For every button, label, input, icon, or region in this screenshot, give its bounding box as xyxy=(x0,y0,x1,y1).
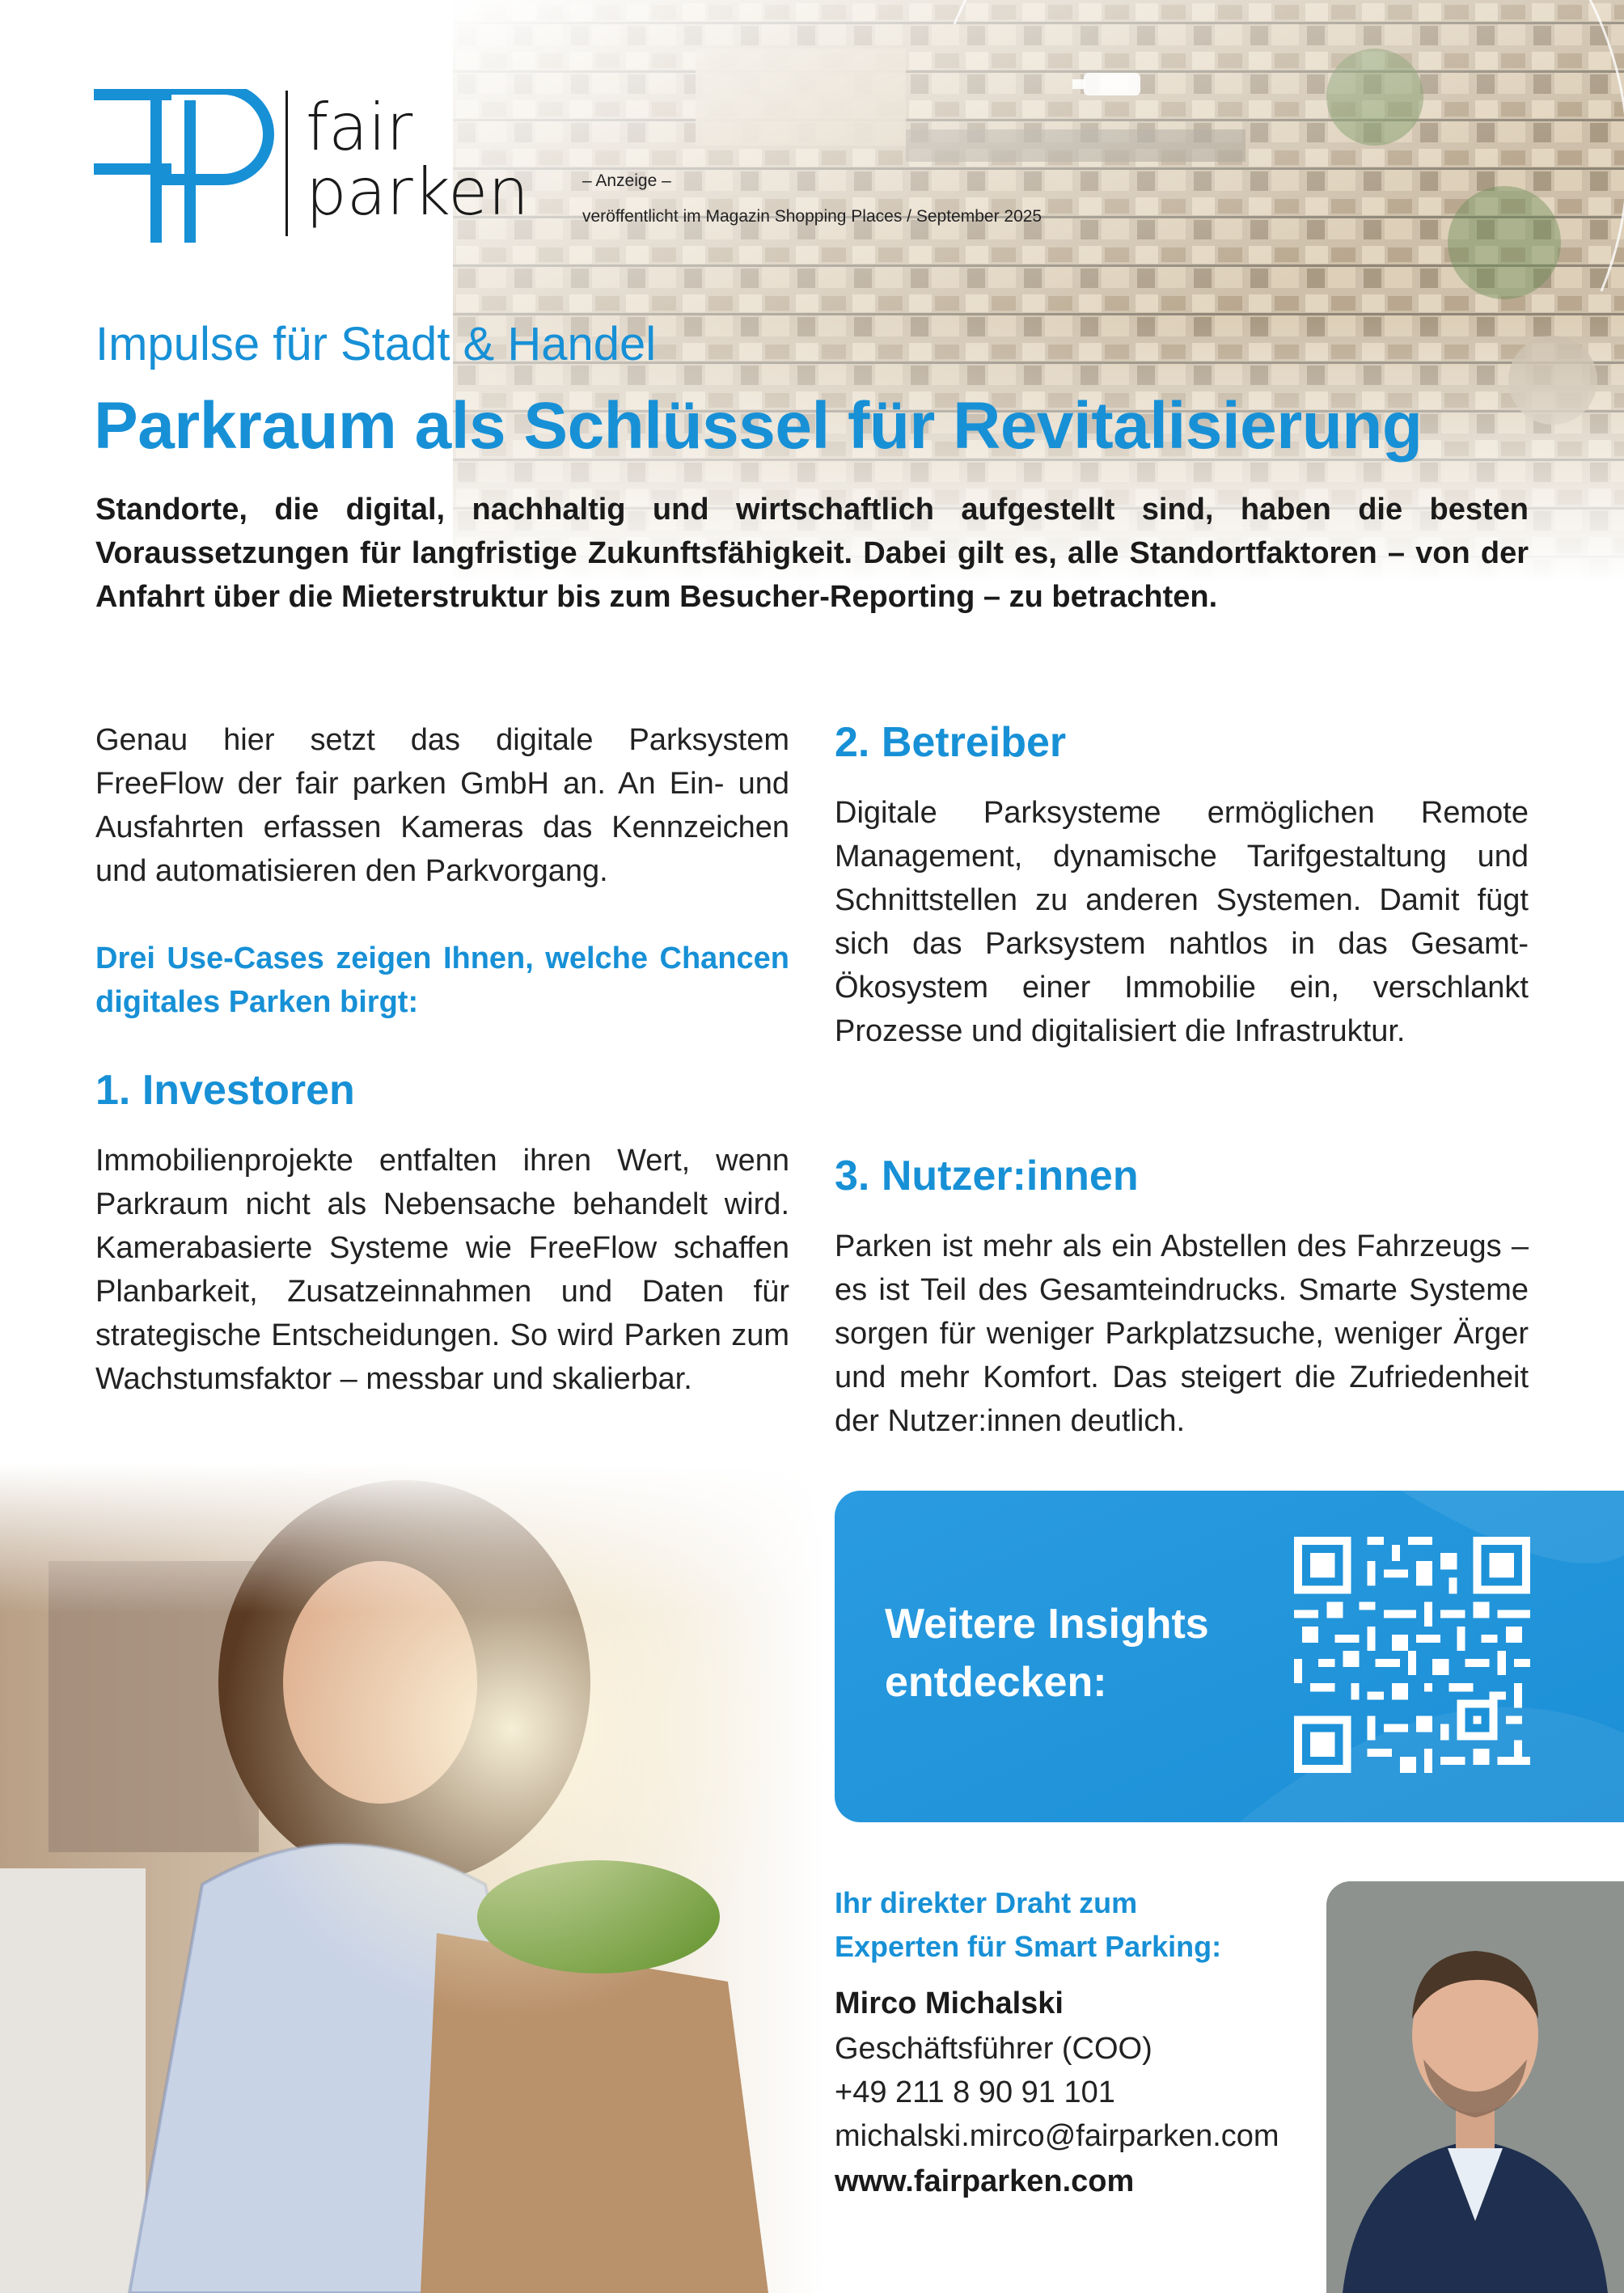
contact-role: Geschäftsführer (COO) xyxy=(835,2032,1152,2066)
section-body-investoren: Immobilienprojekte entfalten ihren Wert, wenn Parkraum nicht als Nebensache behandelt wird. Kamerabasierte Systeme wie FreeFlow schaffen Planbarkeit, Zusatzeinnahmen und Daten für strategische Entscheidungen. So wird Parken zum Wachstumsfaktor – messbar und skalierbar. xyxy=(95,1144,789,1396)
cta-text xyxy=(885,1595,1209,1711)
logo-word-parken: parken xyxy=(306,154,530,230)
publication-note: veröffentlicht im Magazin Shopping Places / September 2025 xyxy=(582,207,1042,226)
contact-website-link[interactable]: www.fairparken.com xyxy=(835,2164,1135,2198)
contact-kicker xyxy=(835,1881,1221,1969)
contact-kicker-line-2: Experten für Smart Parking: xyxy=(835,1930,1222,1963)
headline: Parkraum als Schlüssel für Revitalisierung xyxy=(94,389,1423,463)
intro-paragraph: Genau hier setzt das digitale Parksystem FreeFlow der fair parken GmbH an. An Ein- und Ausfahrten erfassen Kameras das Kennzeichen und automatisieren den Parkvorgang. xyxy=(95,723,789,888)
contact-kicker-line-1: Ihr direkter Draht zum xyxy=(835,1886,1138,1919)
use-case-intro: Drei Use-Cases zeigen Ihnen, welche Chancen digitales Parken birgt: xyxy=(95,941,789,1019)
section-body-nutzerinnen: Parken ist mehr als ein Abstellen des Fahrzeugs – es ist Teil des Gesamteindrucks. Smarte Systeme sorgen für weniger Parkplatzsuche, weniger Ärger und mehr Komfort. Das steigert die Zufriedenheit der Nutzer:innen deutlich. xyxy=(835,1229,1529,1438)
woman-with-grocery-bag-photo xyxy=(0,1464,825,2293)
qr-code-icon[interactable] xyxy=(1294,1537,1530,1773)
cta-line-1: Weitere Insights xyxy=(885,1601,1209,1648)
section-title-betreiber: 2. Betreiber xyxy=(835,719,1067,766)
section-title-investoren: 1. Investoren xyxy=(95,1067,355,1114)
lead-paragraph: Standorte, die digital, nachhaltig und wirtschaftlich aufgestellt sind, haben die besten Voraussetzungen für langfristige Zukunftsfähigkeit. Dabei gilt es, alle Standortfaktoren – von der Anfahrt über die Mieterstruktur bis zum Besucher-Reporting – zu betrachten. xyxy=(95,493,1529,614)
cta-line-2: entdecken: xyxy=(885,1659,1107,1706)
contact-email[interactable]: michalski.mirco@fairparken.com xyxy=(835,2119,1279,2153)
contact-phone[interactable]: +49 211 8 90 91 101 xyxy=(835,2075,1115,2109)
fair-parken-logo xyxy=(94,89,280,243)
ad-label: – Anzeige – xyxy=(582,171,671,190)
kicker: Impulse für Stadt & Handel xyxy=(95,318,657,370)
contact-portrait-photo xyxy=(1326,1881,1624,2293)
contact-name: Mirco Michalski xyxy=(835,1986,1064,2020)
logo-divider xyxy=(285,91,288,236)
logo-word-fair: fair xyxy=(306,90,413,165)
section-title-nutzerinnen: 3. Nutzer:innen xyxy=(835,1153,1139,1199)
section-body-betreiber: Digitale Parksysteme ermöglichen Remote Management, dynamische Tarifgestaltung und Schnittstellen zu anderen Systemen. Damit fügt sich das Parksystem nahtlos in das Gesamt-Ökosystem einer Immobilie ein, verschlankt Prozesse und digitalisiert die Infrastruktur. xyxy=(835,796,1529,1048)
